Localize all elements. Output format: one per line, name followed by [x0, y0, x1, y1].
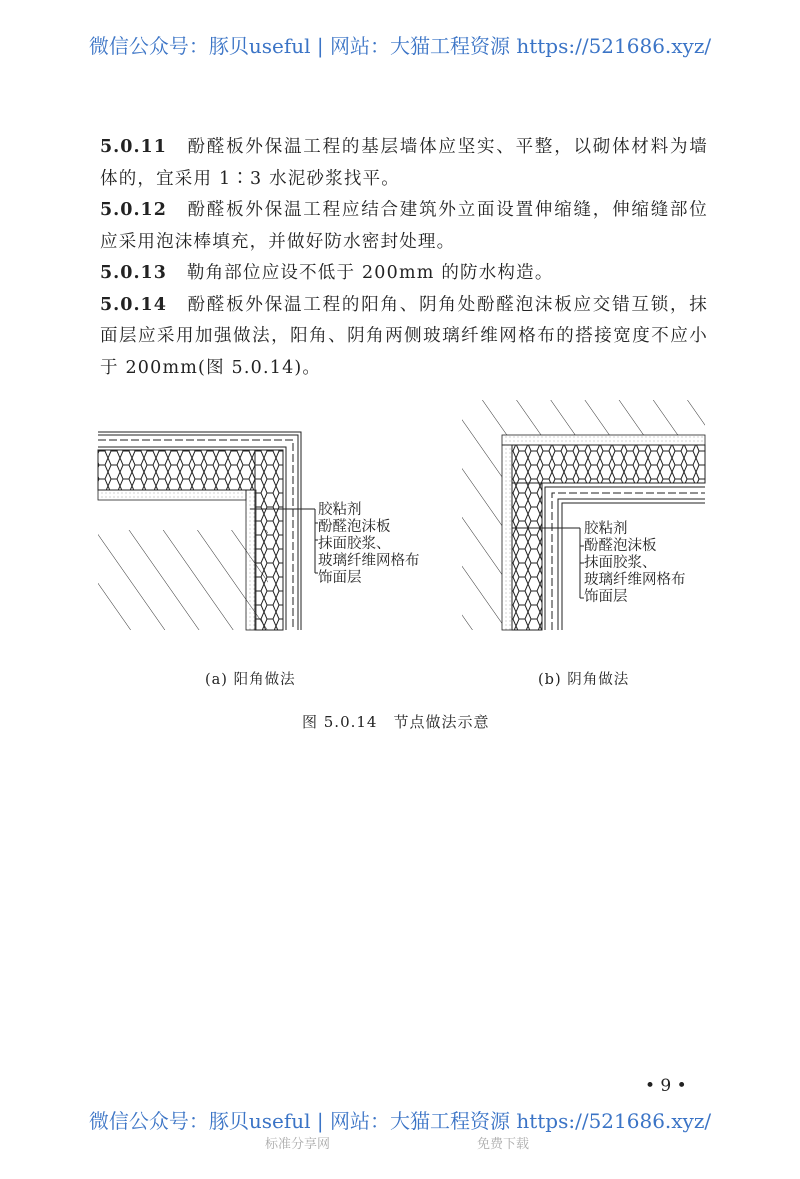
caption-b: (b) 阴角做法 [538, 672, 630, 688]
watermark-site-right: 免费下载 [477, 1137, 530, 1152]
clause-text: 酚醛板外保温工程的基层墙体应坚实、平整，以砌体材料为墙体的，宜采用 1∶3 水泥砂浆找平。 [100, 137, 708, 189]
clause-number: 5.0.11 [100, 137, 167, 157]
clause-number: 5.0.13 [100, 263, 167, 283]
page-number: • 9 • [645, 1076, 687, 1096]
label-phenolic-board: 酚醛泡沫板 [318, 519, 391, 535]
label-phenolic-board: 酚醛泡沫板 [584, 538, 657, 554]
clause-5-0-11 [100, 132, 708, 195]
label-mesh: 玻璃纤维网格布 [584, 572, 686, 588]
label-finish: 饰面层 [584, 589, 628, 605]
figure-caption: 图 5.0.14 节点做法示意 [302, 713, 490, 731]
clause-number: 5.0.12 [100, 200, 167, 220]
clause-text: 勒角部位应设不低于 200mm 的防水构造。 [186, 263, 554, 283]
diagram-internal-corner [462, 400, 705, 630]
label-adhesive: 胶粘剂 [584, 521, 628, 537]
watermark-site-left: 标准分享网 [265, 1137, 331, 1152]
label-plaster: 抹面胶浆、 [318, 536, 391, 552]
clause-5-0-14 [100, 290, 708, 385]
label-plaster: 抹面胶浆、 [584, 555, 657, 571]
figure-diagrams [0, 395, 800, 640]
clause-5-0-12 [100, 195, 708, 258]
diagram-external-corner [98, 432, 420, 630]
label-finish: 饰面层 [318, 570, 362, 586]
clause-number: 5.0.14 [100, 294, 167, 315]
watermark-footer: 微信公众号：豚贝useful | 网站：大猫工程资源 https://521686.xyz/ [88, 1109, 712, 1133]
clause-5-0-13 [100, 258, 708, 290]
caption-a: (a) 阳角做法 [205, 672, 296, 688]
watermark-header: 微信公众号：豚贝useful | 网站：大猫工程资源 https://521686.xyz/ [88, 34, 712, 58]
clause-text: 酚醛板外保温工程应结合建筑外立面设置伸缩缝，伸缩缝部位应采用泡沫棒填充，并做好防水密封处理。 [100, 200, 708, 252]
label-mesh: 玻璃纤维网格布 [318, 553, 420, 569]
clauses [100, 132, 708, 384]
label-adhesive: 胶粘剂 [318, 502, 362, 518]
clause-text: 酚醛板外保温工程的阳角、阴角处酚醛泡沫板应交错互锁，抹面层应采用加强做法，阳角、阴角两侧玻璃纤维网格布的搭接宽度不应小于 200mm(图 5.0.14)。 [100, 294, 708, 378]
